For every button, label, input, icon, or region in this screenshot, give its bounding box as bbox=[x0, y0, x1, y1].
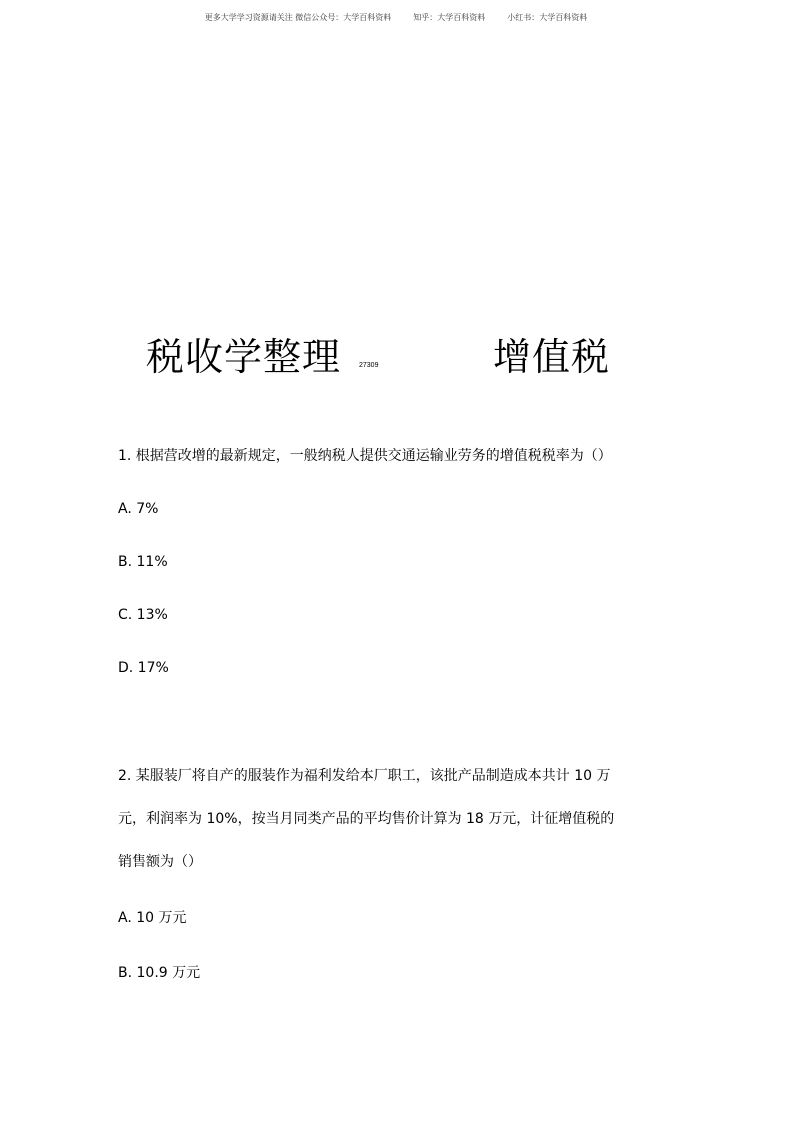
header-xiaohongshu-notice: 小红书：大学百科资料 bbox=[507, 13, 588, 22]
header-wechat-notice: 更多大学学习资源请关注 微信公众号：大学百科资料 bbox=[204, 13, 392, 22]
document-title bbox=[0, 332, 792, 384]
question-2-stem-line-1: 2. 某服装厂将自产的服装作为福利发给本厂职工，该批产品制造成本共计 10 万 bbox=[118, 768, 611, 784]
header-zhihu-notice: 知乎：大学百科资料 bbox=[413, 13, 486, 22]
question-1-option-a: A. 7% bbox=[118, 501, 159, 517]
question-2-stem-line-2: 元，利润率为 10%，按当月同类产品的平均售价计算为 18 万元，计征增值税的 bbox=[118, 811, 615, 827]
question-2-option-a: A. 10 万元 bbox=[118, 910, 187, 926]
title-topic: 增值税 bbox=[493, 335, 611, 379]
title-course-code: 27309 bbox=[359, 362, 379, 369]
question-1-option-d: D. 17% bbox=[118, 660, 169, 676]
question-1-stem: 1. 根据营改增的最新规定，一般纳税人提供交通运输业劳务的增值税税率为（） bbox=[118, 448, 612, 464]
question-1-option-b: B. 11% bbox=[118, 554, 168, 570]
page-header bbox=[0, 12, 792, 23]
question-2-option-b: B. 10.9 万元 bbox=[118, 965, 201, 981]
title-main: 税收学整理 bbox=[146, 335, 342, 379]
question-2-stem-line-3: 销售额为（） bbox=[118, 854, 202, 870]
question-1-option-c: C. 13% bbox=[118, 607, 168, 623]
